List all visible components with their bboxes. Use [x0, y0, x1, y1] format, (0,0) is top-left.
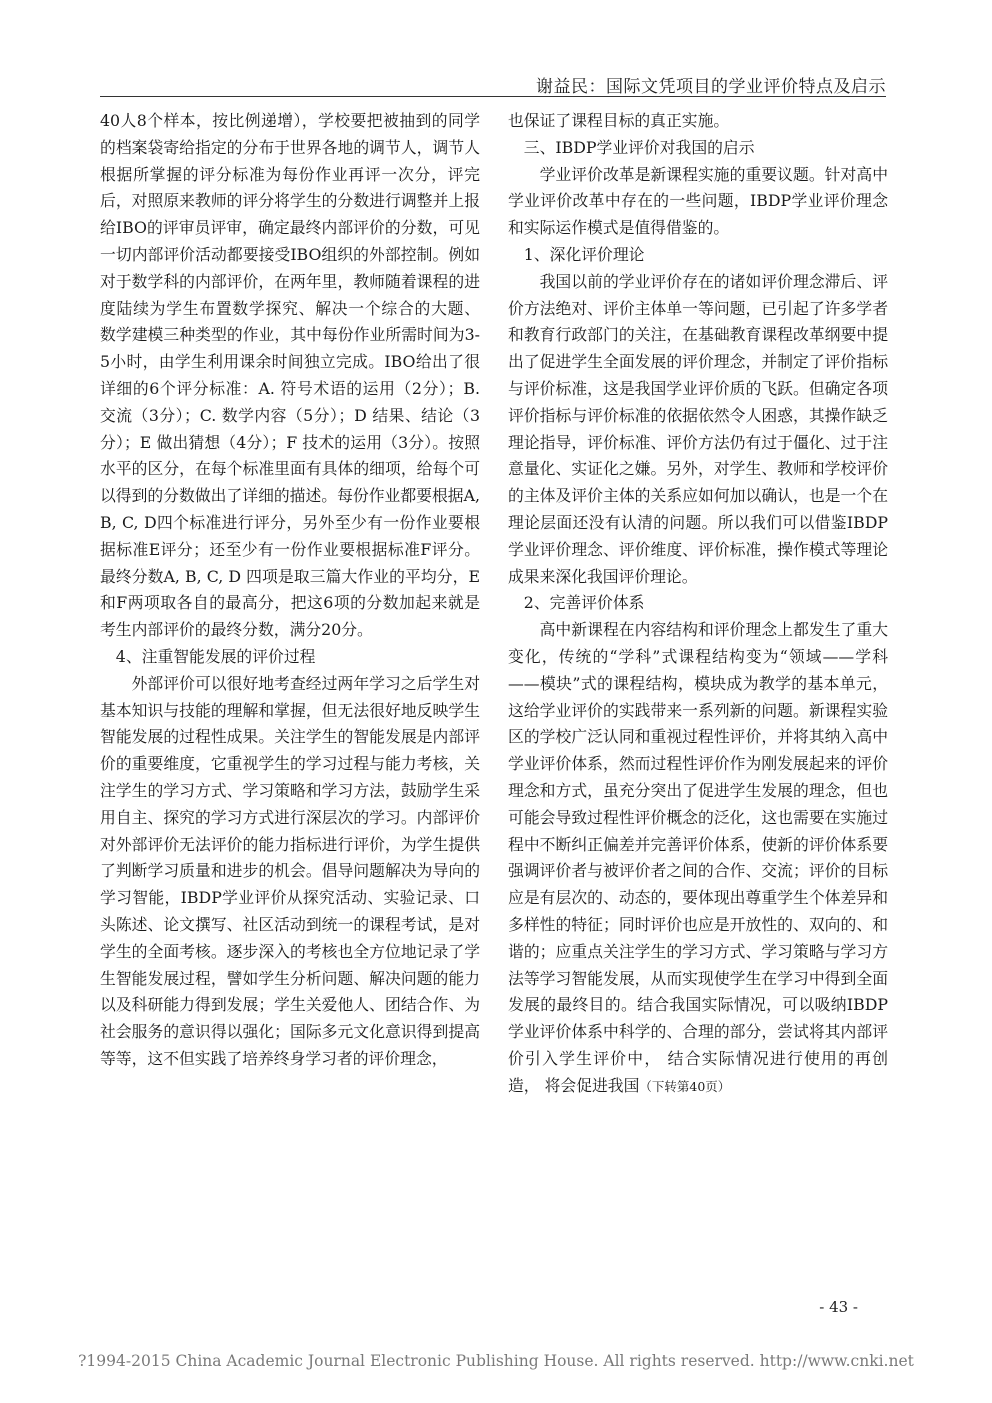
right-column [508, 108, 888, 1100]
header-divider [100, 96, 886, 97]
continued-note: （下转第40页） [639, 1078, 731, 1094]
body-paragraph: 学业评价改革是新课程实施的重要议题。针对高中学业评价改革中存在的一些问题，IBDP学业评价理念和实际运作模式是值得借鉴的。 [508, 164, 888, 238]
copyright-footer: ?1994-2015 China Academic Journal Electronic Publishing House. All rights reserved. http://www.cnki.net [78, 1352, 914, 1370]
body-paragraph: 40人8个样本，按比例递增），学校要把被抽到的同学的档案袋寄给指定的分布于世界各地的调节人，调节人根据所掌握的评分标准为每份作业再评一次分，评完后，对照原来教师的评分将学生的分数进行调整并上报给IBO的评审员评审，确定最终内部评价的分数，可见一切内部评价活动都要接受IBO组织的外部控制。例如对于数学科的内部评价，在两年里，教师随着课程的进度陆续为学生布置数学探究、解决一个综合的大题、 数学建模三种类型的作业，其中每份作业所需时间为3-5小时，由学生利用课余时间独立完成。IBO给出了很详细的6个评分标准：A. 符号术语的运用（2分）；B. 交流（3分）；C. 数学内容（5分）；D 结果、结论（3分）；E 做出猜想（4分）；F 技术的运用（3分）。按照水平的区分，在每个标准里面有具体的细项，给每个可以得到的分数做出了详细的描述。每份作业都要根据A, B, C, D四个标准进行评分，另外至少有一份作业要根据标准E评分；还至少有一份作业要根据标准F评分。最终分数A, B, C, D 四项是取三篇大作业的平均分，E和F两项取各自的最高分，把这6项的分数加起来就是考生内部评价的最终分数，满分20分。 [100, 111, 480, 640]
body-paragraph: 我国以前的学业评价存在的诸如评价理念滞后、评价方法绝对、评价主体单一等问题，已引起了许多学者和教育行政部门的关注，在基础教育课程改革纲要中提出了促进学生全面发展的评价理念，并制定了评价指标与评价标准，这是我国学业评价质的飞跃。但确定各项评价指标与评价标准的依据依然令人困惑，其操作缺乏理论指导，评价标准、评价方法仍有过于僵化、过于注意量化、实证化之嫌。另外，对学生、教师和学校评价的主体及评价主体的关系应如何加以确认，也是一个在理论层面还没有认清的问题。所以我们可以借鉴IBDP学业评价理念、评价维度、评价标准，操作模式等理论成果来深化我国评价理论。 [508, 271, 888, 586]
page-number: - 43 - [819, 1298, 858, 1316]
subsection-heading: 1、深化评价理论 [523, 244, 645, 264]
body-paragraph-text: 高中新课程在内容结构和评价理念上都发生了重大变化，传统的“学科”式课程结构变为“领域——学科——模块”式的课程结构，模块成为教学的基本单元，这给学业评价的实践带来一系列新的问题。新课程实验区的学校广泛认同和重视过程性评价，并将其纳入高中学业评价体系，然而过程性评价作为刚发展起来的评价理念和方式，虽充分突出了促进学生发展的理念，但也可能会导致过程性评价概念的泛化，这也需要在实施过程中不断纠正偏差并完善评价体系，使新的评价体系要强调评价者与被评价者之间的合作、交流；评价的目标应是有层次的、动态的，要体现出尊重学生个体差异和多样性的特征；同时评价也应是开放性的、双向的、和谐的；应重点关注学生的学习方式、学习策略与学习方法等学习智能发展，从而实现使学生在学习中得到全面发展的最终目的。结合我国实际情况，可以吸纳IBDP学业评价体系中科学的、合理的部分，尝试将其内部评价引入学生评价中， 结合实际情况进行使用的再创造， 将会促进我国 [508, 620, 888, 1095]
section-heading: 4、注重智能发展的评价过程 [115, 646, 316, 666]
body-paragraph: 外部评价可以很好地考查经过两年学习之后学生对基本知识与技能的理解和掌握，但无法很好地反映学生智能发展的过程性成果。关注学生的智能发展是内部评价的重要维度，它重视学生的学习过程与能力考核，关注学生的学习方式、学习策略和学习方法，鼓励学生采用自主、探究的学习方式进行深层次的学习。内部评价对外部评价无法评价的能力指标进行评价，为学生提供了判断学习质量和进步的机会。倡导问题解决为导向的学习智能，IBDP学业评价从探究活动、实验记录、口头陈述、论文撰写、社区活动到统一的课程考试，是对学生的全面考核。逐步深入的考核也全方位地记录了学生智能发展过程，譬如学生分析问题、解决问题的能力以及科研能力得到发展；学生关爱他人、团结合作、为社会服务的意识得以强化；国际多元文化意识得到提高等等，这不但实践了培养终身学习者的评价理念， [100, 673, 480, 1068]
body-paragraph [508, 617, 888, 1100]
running-title: 谢益民：国际文凭项目的学业评价特点及启示 [536, 77, 886, 97]
subsection-heading: 2、完善评价体系 [523, 593, 645, 613]
section-heading: 三、IBDP学业评价对我国的启示 [523, 137, 755, 157]
body-paragraph: 也保证了课程目标的真正实施。 [508, 111, 730, 130]
left-column [100, 108, 480, 1073]
